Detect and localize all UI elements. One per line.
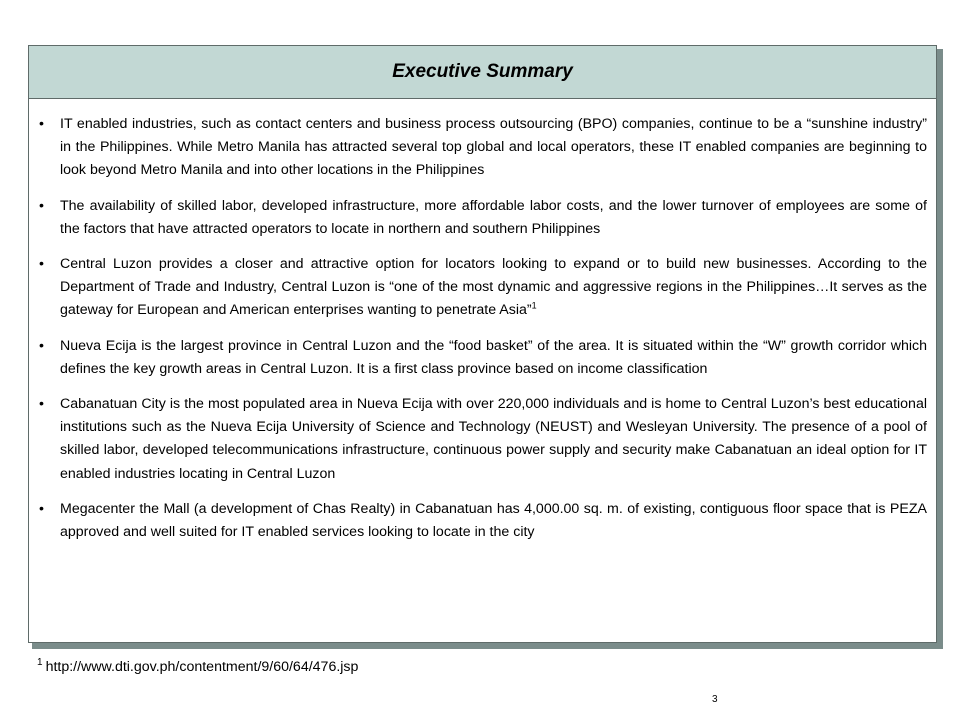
footnote-marker: 1 [37,657,43,669]
bullet-dot-icon: • [39,337,44,354]
bullet-dot-icon: • [39,197,44,214]
bullet-dot-icon: • [39,396,44,413]
bullet-text: Megacenter the Mall (a development of Chas Realty) in Cabanatuan has 4,000.00 sq. m. of existing, contiguous floor space that is PEZA approved and well suited for IT enabled services looking to locate in the city [60,500,927,541]
bullet-dot-icon: • [39,256,44,273]
bullet-text: Nueva Ecija is the largest province in Central Luzon and the “food basket” of the area. It is situated within the “W” growth corridor which defines the key growth areas in Central Luzon. It is a first class province based on income classification [60,337,927,377]
bullet-dot-icon: • [39,116,44,132]
summary-panel [28,45,937,643]
bullet-text: Cabanatuan City is the most populated area in Nueva Ecija with over 220,000 individuals and is home to Central Luzon’s best educational institutions such as the Nueva Ecija University of Science and Technology (NEUST) and Wesleyan University. The presence of a pool of skilled labor, developed telecommunications infrastructure, continuous power supply and security make Cabanatuan an ideal option for IT enabled industries locating in Central Luzon [60,396,927,482]
panel-header [29,46,936,99]
bullet-text: The availability of skilled labor, developed infrastructure, more affordable labor costs, and the lower turnover of employees are some of the factors that have attracted operators to locate in northern and southern Philippines [60,197,927,237]
footnote-reference: 1 [531,300,537,311]
page-title: Executive Summary [392,61,573,82]
bullet-item-5 [39,498,927,544]
bullet-item-3 [39,335,927,381]
bullet-item-0 [39,113,927,183]
bullet-text: Central Luzon provides a closer and attractive option for locators looking to expand or to build new businesses. According to the Department of Trade and Industry, Central Luzon is “one of the most dynamic and aggressive regions in the Philippines…It serves as the gateway for European and American enterprises wanting to penetrate Asia” [60,256,927,319]
bullet-item-1 [39,195,927,241]
footnote-link[interactable]: http://www.dti.gov.ph/contentment/9/60/64/476.jsp [45,659,359,675]
bullet-item-4 [39,393,927,486]
footnote [37,657,358,677]
bullet-item-2 [39,253,927,323]
bullet-list [39,113,927,556]
bullet-text: IT enabled industries, such as contact centers and business process outsourcing (BPO) companies, continue to be a “sunshine industry” in the Philippines. While Metro Manila has attracted several top global and local operators, these IT enabled companies are beginning to look beyond Metro Manila and into other locations in the Philippines [60,116,927,179]
page-number: 3 [712,694,718,705]
bullet-dot-icon: • [39,500,44,517]
